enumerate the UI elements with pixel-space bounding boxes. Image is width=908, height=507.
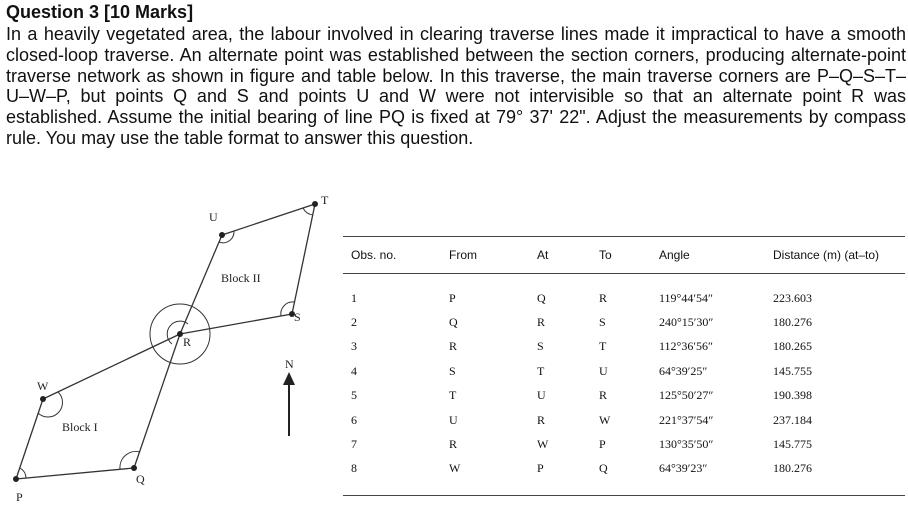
point-u — [219, 232, 225, 238]
point-w — [40, 396, 46, 402]
line-r-s — [180, 314, 292, 334]
line-u-t — [222, 204, 315, 235]
cell-obs-no: 5 — [351, 388, 357, 403]
line-s-t — [292, 204, 315, 314]
header-obs-no: Obs. no. — [351, 248, 397, 262]
cell-at: T — [537, 363, 545, 378]
cell-angle: 130°35′50″ — [659, 437, 714, 452]
cell-angle: 240°15′30″ — [659, 315, 714, 330]
label-s: S — [294, 310, 301, 324]
table-row — [343, 310, 905, 334]
table-row — [343, 274, 905, 311]
angle-arc-p — [20, 468, 26, 478]
cell-at: P — [537, 461, 544, 476]
line-r-u — [180, 235, 222, 334]
cell-at: W — [537, 437, 549, 452]
cell-at: U — [537, 388, 546, 403]
cell-distance: 237.184 — [773, 412, 812, 427]
cell-obs-no: 2 — [351, 315, 357, 330]
header-angle: Angle — [659, 248, 690, 262]
point-q — [131, 465, 137, 471]
cell-distance: 223.603 — [773, 290, 812, 305]
cell-at: R — [537, 315, 546, 330]
line-p-w — [16, 399, 43, 479]
header-distance: Distance (m) (at–to) — [773, 248, 880, 262]
cell-distance: 145.775 — [773, 437, 812, 452]
table-row — [343, 384, 905, 408]
table-row — [343, 359, 905, 383]
cell-distance: 180.265 — [773, 339, 812, 354]
point-p — [13, 476, 19, 482]
cell-at: S — [537, 339, 544, 354]
header-at: At — [537, 248, 549, 262]
cell-from: W — [449, 461, 461, 476]
cell-angle: 64°39′23″ — [659, 461, 708, 476]
cell-obs-no: 8 — [351, 461, 357, 476]
cell-distance: 190.398 — [773, 388, 812, 403]
cell-to: U — [599, 363, 608, 378]
label-w: W — [37, 379, 49, 393]
table-row — [343, 432, 905, 456]
cell-angle: 119°44′54″ — [659, 290, 713, 305]
cell-to: R — [599, 290, 608, 305]
table-row — [343, 408, 905, 432]
question-heading: Question 3 [10 Marks] — [6, 2, 194, 22]
cell-obs-no: 1 — [351, 290, 357, 305]
header-to: To — [599, 248, 612, 262]
cell-angle: 64°39′25″ — [659, 363, 708, 378]
label-t: T — [321, 193, 329, 207]
line-p-q — [16, 468, 134, 479]
cell-to: Q — [599, 461, 608, 476]
label-block-1: Block I — [62, 420, 98, 434]
cell-at: Q — [537, 290, 546, 305]
north-label: N — [285, 357, 294, 371]
label-r: R — [183, 335, 192, 349]
header-from: From — [449, 248, 477, 262]
point-t — [312, 201, 318, 207]
cell-from: P — [449, 290, 456, 305]
cell-from: Q — [449, 315, 458, 330]
cell-obs-no: 7 — [351, 437, 357, 452]
cell-to: R — [599, 388, 608, 403]
cell-from: S — [449, 363, 456, 378]
cell-from: R — [449, 437, 458, 452]
cell-at: R — [537, 412, 546, 427]
label-block-2: Block II — [221, 271, 261, 285]
cell-distance: 180.276 — [773, 315, 812, 330]
cell-to: W — [599, 412, 611, 427]
table-header-row — [343, 237, 905, 274]
cell-distance: 145.755 — [773, 363, 812, 378]
angle-arc-t — [303, 208, 313, 215]
angle-arcs — [20, 208, 313, 478]
observation-table — [343, 236, 905, 496]
cell-angle: 112°36′56″ — [659, 339, 713, 354]
cell-distance: 180.276 — [773, 461, 812, 476]
cell-angle: 125°50′27″ — [659, 388, 714, 403]
cell-from: T — [449, 388, 457, 403]
cell-to: P — [599, 437, 606, 452]
line-q-r — [134, 334, 180, 468]
cell-obs-no: 6 — [351, 412, 357, 427]
cell-to: T — [599, 339, 607, 354]
cell-obs-no: 4 — [351, 363, 357, 378]
line-w-r — [43, 334, 180, 399]
cell-to: S — [599, 315, 606, 330]
cell-from: U — [449, 412, 458, 427]
table-row — [343, 457, 905, 496]
label-p: P — [16, 490, 23, 504]
question-text: In a heavily vegetated area, the labour involved in clearing traverse lines made it impractical to have a smooth closed-loop traverse. An alternate point was established between the section corners, producing alternate-point traverse network as shown in figure and table below. In this traverse, the main traverse corners are P–Q–S–T–U–W–P, but points Q and S and points U and W were not intervisible so that an alternate point R was established. Assume the initial bearing of line PQ is fixed at 79° 37' 22". Adjust the measurements by compass rule. You may use the table format to answer this question. — [6, 24, 906, 148]
table-row — [343, 335, 905, 359]
cell-obs-no: 3 — [351, 339, 357, 354]
label-q: Q — [136, 472, 145, 486]
north-arrow-icon — [283, 357, 295, 436]
cell-angle: 221°37′54″ — [659, 412, 714, 427]
label-u: U — [209, 210, 218, 224]
traverse-lines — [16, 204, 315, 479]
traverse-figure — [0, 190, 340, 507]
cell-from: R — [449, 339, 458, 354]
